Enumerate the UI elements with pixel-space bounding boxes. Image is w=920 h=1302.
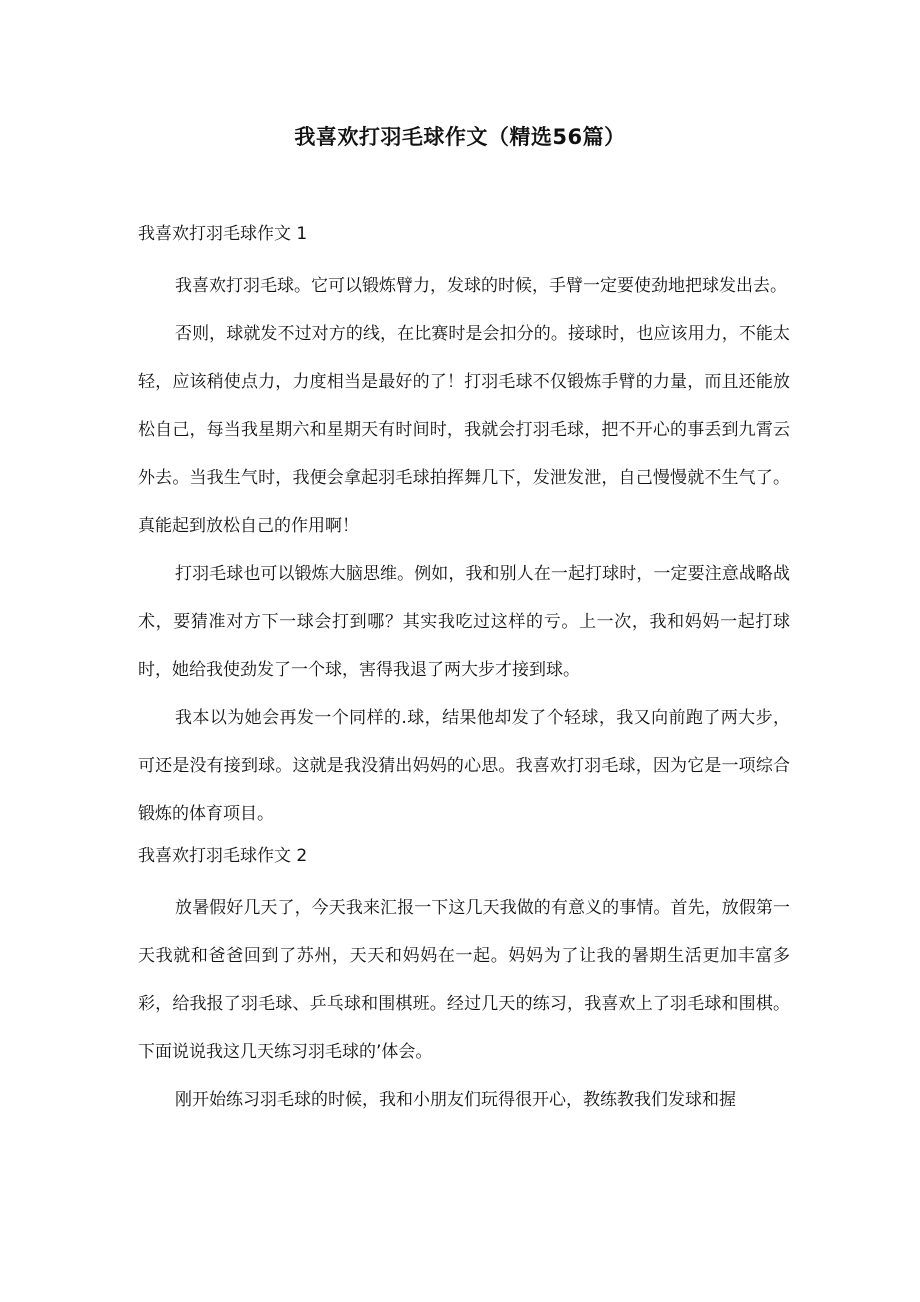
- section-heading-2: 我喜欢打羽毛球作文 2: [138, 846, 308, 866]
- document-title: 我喜欢打羽毛球作文（精选56篇）: [294, 125, 626, 149]
- section-heading-1: 我喜欢打羽毛球作文 1: [138, 224, 308, 244]
- paragraph: 我本以为她会再发一个同样的.球，结果他却发了个轻球，我又向前跑了两大步，可还是没有接到球。这就是我没猜出妈妈的心思。我喜欢打羽毛球，因为它是一项综合锻炼的体育项目。: [138, 708, 790, 824]
- document-body: [138, 218, 790, 1124]
- paragraph: 我喜欢打羽毛球。它可以锻炼臂力，发球的时候，手臂一定要使劲地把球发出去。: [175, 276, 787, 296]
- paragraph: 打羽毛球也可以锻炼大脑思维。例如，我和别人在一起打球时，一定要注意战略战术，要猜准对方下一球会打到哪？其实我吃过这样的亏。上一次，我和妈妈一起打球时，她给我使劲发了一个球，害得我退了两大步才接到球。: [138, 564, 790, 680]
- paragraph: 否则，球就发不过对方的线，在比赛时是会扣分的。接球时，也应该用力，不能太轻，应该稍使点力，力度相当是最好的了！打羽毛球不仅锻炼手臂的力量，而且还能放松自己，每当我星期六和星期天有时间时，我就会打羽毛球，把不开心的事丢到九霄云外去。当我生气时，我便会拿起羽毛球拍挥舞几下，发泄发泄，自己慢慢就不生气了。真能起到放松自己的作用啊！: [138, 324, 790, 536]
- paragraph: 刚开始练习羽毛球的时候，我和小朋友们玩得很开心，教练教我们发球和握: [175, 1090, 736, 1110]
- paragraph: 放暑假好几天了，今天我来汇报一下这几天我做的有意义的事情。首先，放假第一天我就和爸爸回到了苏州，天天和妈妈在一起。妈妈为了让我的暑期生活更加丰富多彩，给我报了羽毛球、乒乓球和围棋班。经过几天的练习，我喜欢上了羽毛球和围棋。下面说说我这几天练习羽毛球的’体会。: [138, 898, 790, 1062]
